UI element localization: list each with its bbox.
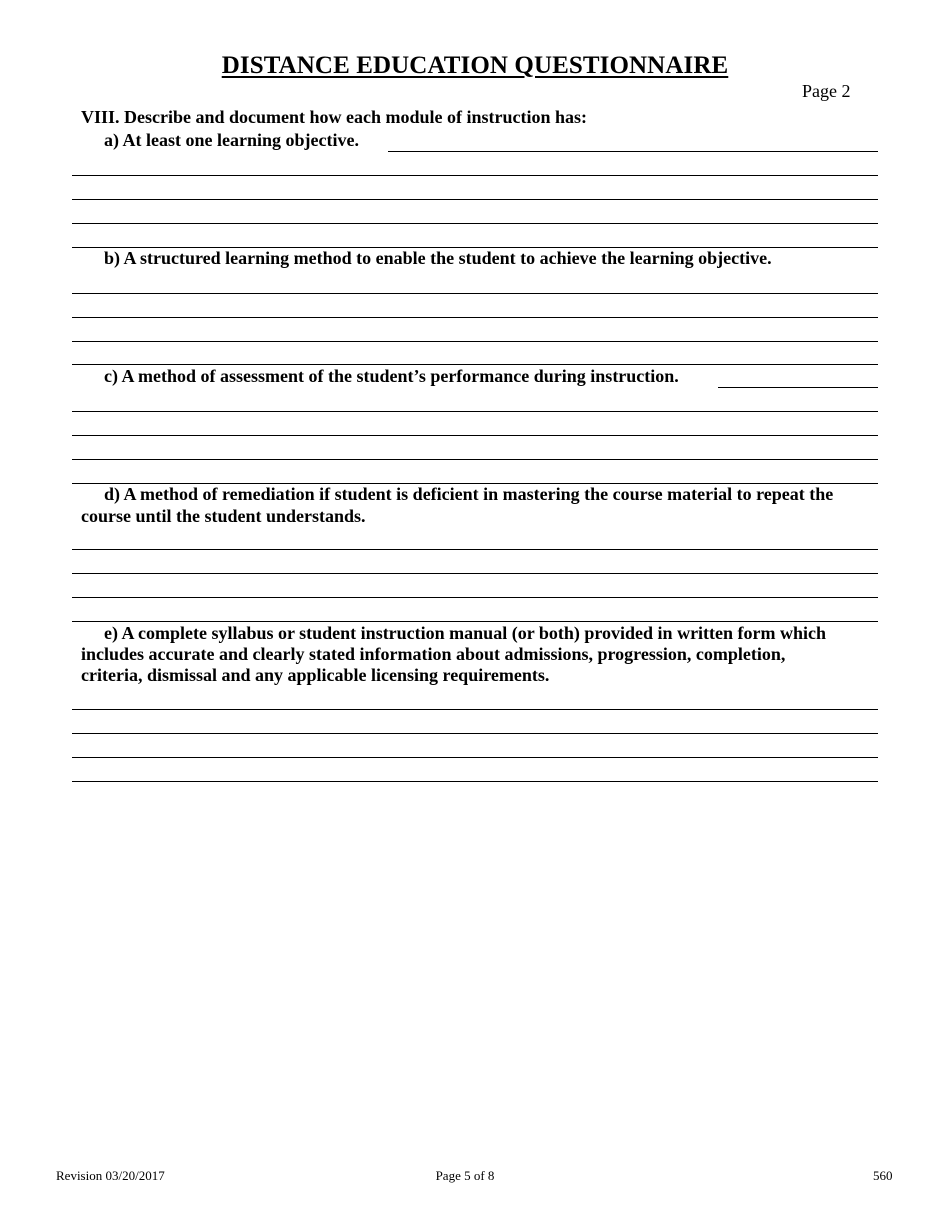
answer-c-line[interactable] <box>72 435 878 436</box>
answer-c-line[interactable] <box>72 411 878 412</box>
answer-a-line-inline[interactable] <box>388 151 878 152</box>
answer-b-line[interactable] <box>72 341 878 342</box>
question-b-label: b) A structured learning method to enable the student to achieve the learning objective. <box>104 248 772 268</box>
page-title: DISTANCE EDUCATION QUESTIONNAIRE <box>221 52 729 79</box>
page-label: Page 2 <box>802 81 851 101</box>
question-a-label: a) At least one learning objective. <box>104 130 359 150</box>
answer-e-line[interactable] <box>72 709 878 710</box>
footer-revision: Revision 03/20/2017 <box>56 1168 165 1183</box>
answer-e-line[interactable] <box>72 757 878 758</box>
footer-form-number: 560 <box>873 1168 893 1183</box>
question-d-label-line2: course until the student understands. <box>81 506 366 526</box>
answer-a-line[interactable] <box>72 199 878 200</box>
question-c-label: c) A method of assessment of the student’s performance during instruction. <box>104 366 679 386</box>
question-e-label-line3: criteria, dismissal and any applicable licensing requirements. <box>81 665 550 685</box>
answer-e-line[interactable] <box>72 781 878 782</box>
answer-b-line[interactable] <box>72 317 878 318</box>
answer-d-line[interactable] <box>72 597 878 598</box>
question-e-label-line2: includes accurate and clearly stated information about admissions, progression, completion, <box>81 644 786 664</box>
answer-a-line[interactable] <box>72 223 878 224</box>
answer-b-line[interactable] <box>72 364 878 365</box>
answer-d-line[interactable] <box>72 549 878 550</box>
question-e-label-line1: e) A complete syllabus or student instruction manual (or both) provided in written form which <box>104 623 827 643</box>
answer-c-line-inline[interactable] <box>718 387 878 388</box>
answer-b-line[interactable] <box>72 293 878 294</box>
answer-d-line[interactable] <box>72 573 878 574</box>
answer-a-line[interactable] <box>72 175 878 176</box>
section-heading: VIII. Describe and document how each module of instruction has: <box>81 107 588 127</box>
answer-d-line[interactable] <box>72 621 878 622</box>
footer-page-number: Page 5 of 8 <box>435 1168 495 1183</box>
answer-e-line[interactable] <box>72 733 878 734</box>
question-d-label-line1: d) A method of remediation if student is deficient in mastering the course material to repeat the <box>104 484 834 504</box>
answer-c-line[interactable] <box>72 459 878 460</box>
